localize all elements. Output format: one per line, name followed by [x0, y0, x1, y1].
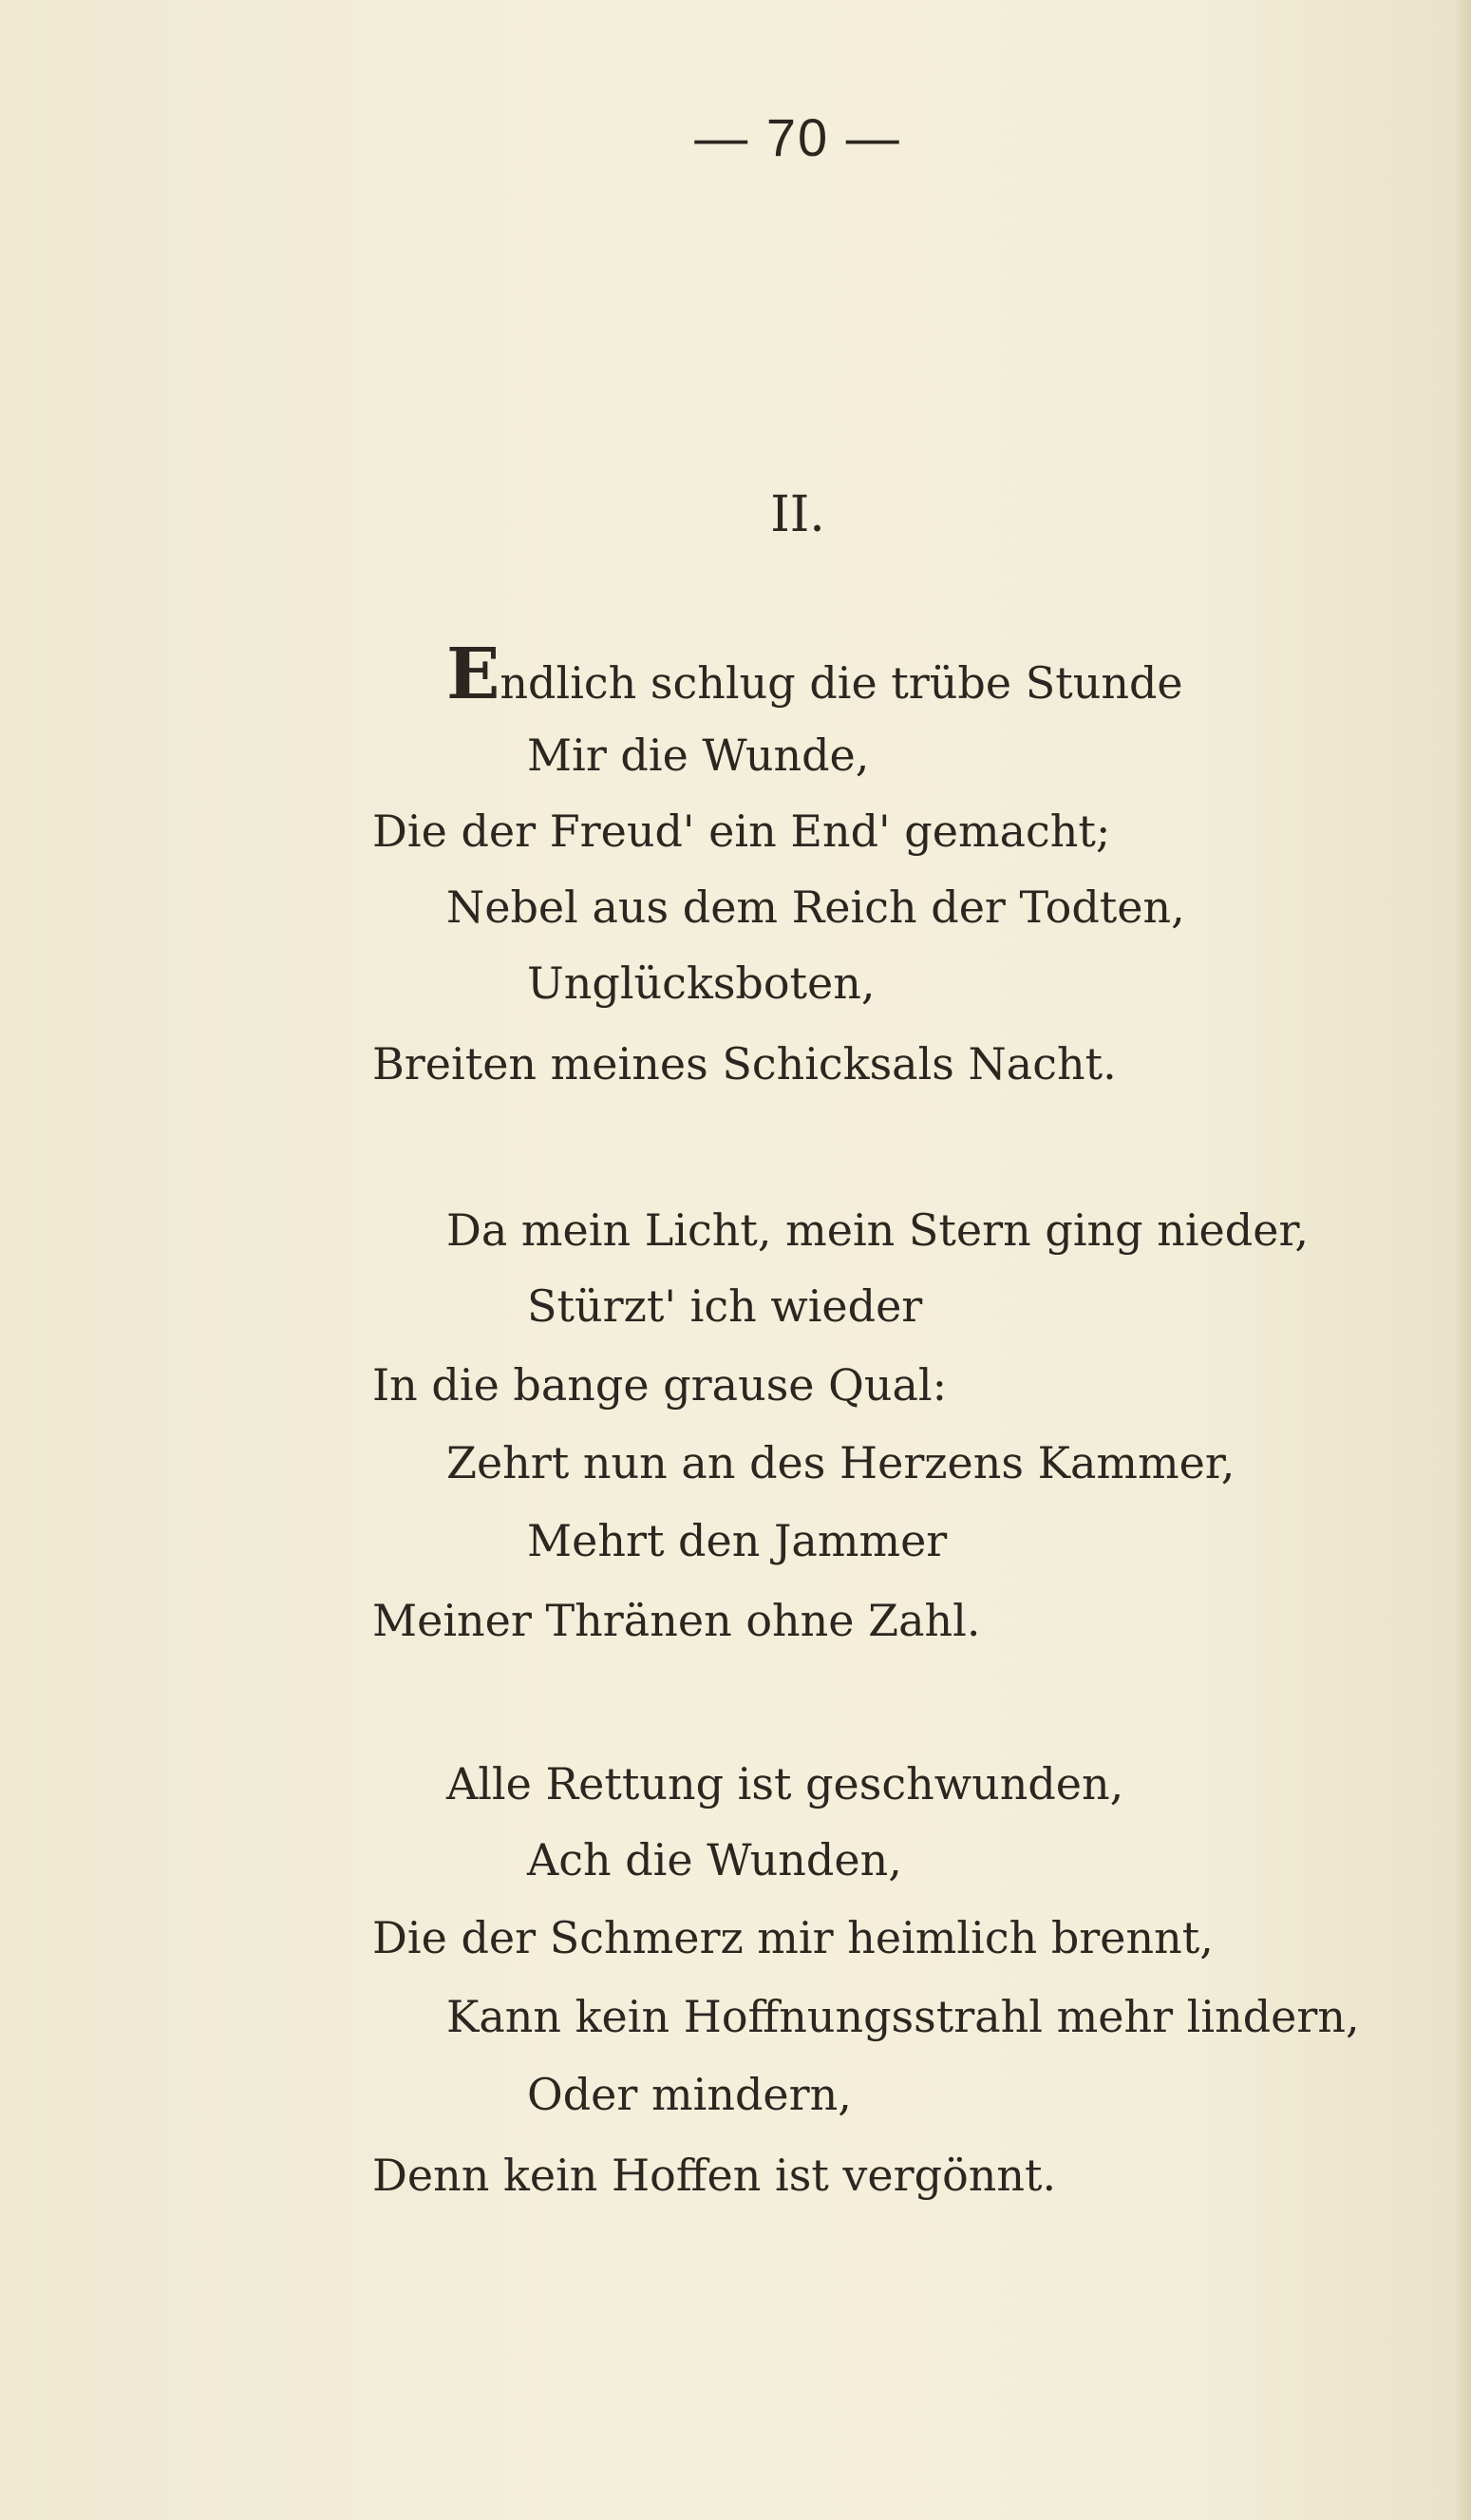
section-number: II.: [770, 486, 825, 543]
poem-line: Ach die Wunden,: [527, 1834, 902, 1885]
poem-line: Unglücksboten,: [527, 957, 876, 1009]
poem-line-text: ndlich schlug die trübe Stunde: [500, 657, 1183, 709]
poem-line: Denn kein Hoffen ist vergönnt.: [372, 2150, 1057, 2201]
drop-initial: E: [446, 634, 500, 715]
page-number: — 70 —: [694, 107, 901, 167]
page-edge-shadow: [1454, 0, 1471, 2520]
poem-line: Zehrt nun an des Herzens Kammer,: [446, 1437, 1235, 1488]
poem-line: Da mein Licht, mein Stern ging nieder,: [446, 1204, 1310, 1256]
poem-line: Stürzt' ich wieder: [527, 1280, 923, 1332]
poem-line: Mir die Wunde,: [527, 729, 870, 781]
poem-line: Kann kein Hoffnungsstrahl mehr lindern,: [446, 1991, 1360, 2042]
poem-line: Nebel aus dem Reich der Todten,: [446, 881, 1185, 933]
poem-line: Mehrt den Jammer: [527, 1515, 948, 1566]
poem-line: Oder mindern,: [527, 2069, 852, 2120]
poem-line: Meiner Thränen ohne Zahl.: [372, 1595, 981, 1646]
poem-line: [446, 634, 1183, 715]
poem-line: Alle Rettung ist geschwunden,: [446, 1758, 1124, 1809]
poem-line: Die der Schmerz mir heimlich brennt,: [372, 1912, 1214, 1963]
poem-line: Breiten meines Schicksals Nacht.: [372, 1038, 1117, 1089]
poem-line: In die bange grause Qual:: [372, 1359, 948, 1411]
poem-line: Die der Freud' ein End' gemacht;: [372, 805, 1111, 857]
